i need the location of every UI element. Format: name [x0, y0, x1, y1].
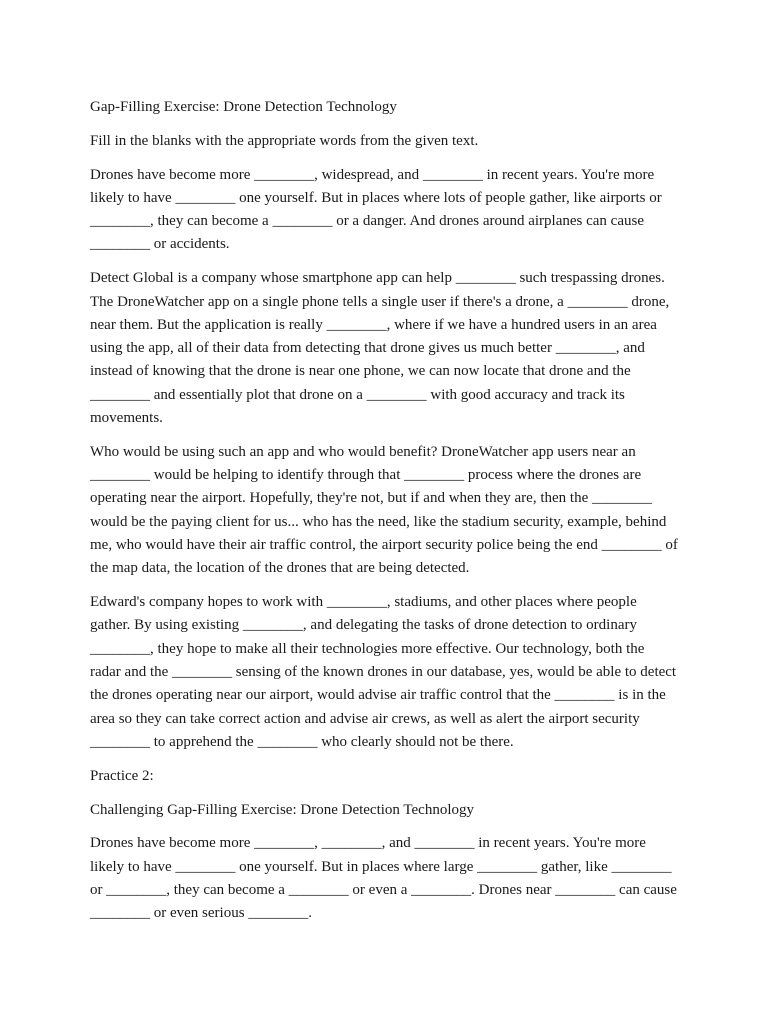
exercise-paragraph-2: Detect Global is a company whose smartphone app can help ________ such trespassing drones. The DroneWatcher app on a single phone tells a single user if there's a drone, a ________ drone, near them. But the application is really ________, where if we have a hundred users in an area using the app, all of their data from detecting that drone gives us much better ________, and instead of knowing that the drone is near one phone, we can now locate that drone and the ________ and essentially plot that drone on a ________ with good accuracy and track its movements. [90, 270, 670, 427]
page-title: Gap-Filling Exercise: Drone Detection Technology [90, 99, 397, 115]
challenge-paragraph: Drones have become more ________, ________, and ________ in recent years. You're more likely to have ________ one yourself. But in places where large ________ gather, like ________ or ________, they can become a ________ or even a ________. Drones near ________ can cause ________ or even serious ________. [90, 835, 677, 922]
instructions-text: Fill in the blanks with the appropriate words from the given text. [90, 132, 479, 149]
practice-label: Practice 2: [90, 767, 154, 784]
exercise-paragraph-1: Drones have become more ________, widespread, and ________ in recent years. You're more likely to have ________ one yourself. But in places where lots of people gather, like airports or ________, they can become a ________ or a danger. And drones around airplanes can cause ________ or accidents. [90, 166, 662, 253]
exercise-paragraph-4: Edward's company hopes to work with ________, stadiums, and other places where people gather. By using existing ________, and delegating the tasks of drone detection to ordinary ________, they hope to make all their technologies more effective. Our technology, both the radar and the ________ sensing of the known drones in our database, yes, would be able to detect the drones operating near our airport, would advise air traffic control that the ________ is in the area so they can take correct action and advise air crews, as well as alert the airport security ________ to apprehend the ________ who clearly should not be there. [90, 594, 677, 750]
challenge-title: Challenging Gap-Filling Exercise: Drone Detection Technology [90, 801, 474, 818]
document-page [90, 96, 678, 936]
exercise-paragraph-3: Who would be using such an app and who would benefit? DroneWatcher app users near an ________ would be helping to identify through that ________ process where the drones are operating near the airport. Hopefully, they're not, but if and when they are, then the ________ would be the paying client for us... who has the need, like the stadium security, example, behind me, who would have their air traffic control, the airport security police being the end ________ of the map data, the location of the drones that are being detected. [90, 443, 678, 577]
